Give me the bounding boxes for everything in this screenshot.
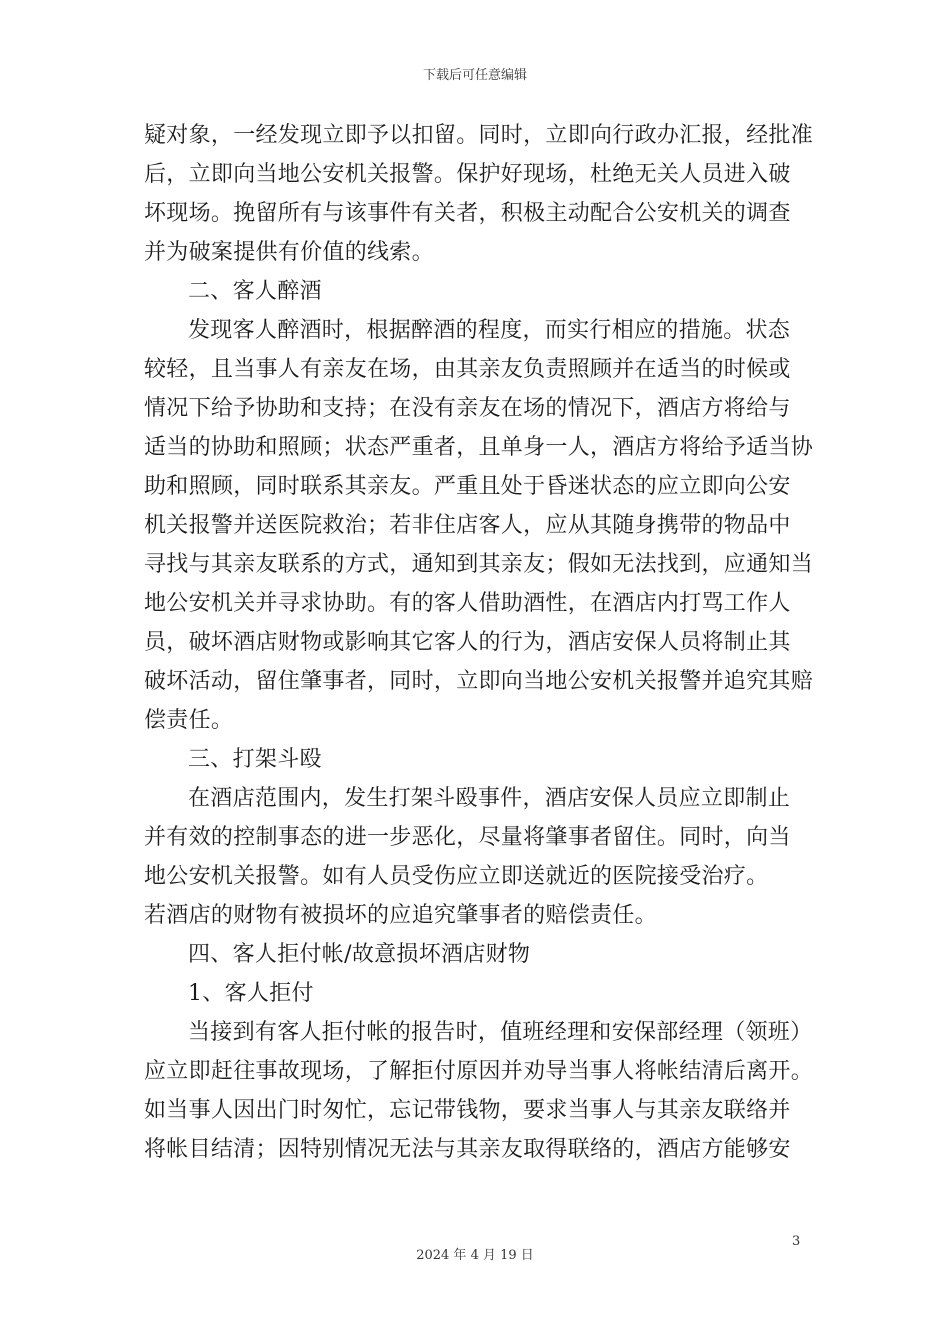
text-line: 在酒店范围内，发生打架斗殴事件，酒店安保人员应立即制止	[188, 786, 791, 811]
text-line: 情况下给予协助和支持；在没有亲友在场的情况下，酒店方将给与	[144, 396, 791, 421]
text-line: 并有效的控制事态的进一步恶化，尽量将肇事者留住。同时，向当	[144, 825, 791, 850]
text-line: 若酒店的财物有被损坏的应追究肇事者的赔偿责任。	[144, 903, 657, 928]
text-line: 员，破坏酒店财物或影响其它客人的行为，酒店安保人员将制止其	[144, 630, 791, 655]
text-line: 后，立即向当地公安机关报警。保护好现场，杜绝无关人员进入破	[144, 162, 791, 187]
text-line: 破坏活动，留住肇事者，同时，立即向当地公安机关报警并追究其赔	[144, 669, 814, 694]
text-line: 较轻，且当事人有亲友在场，由其亲友负责照顾并在适当的时候或	[144, 357, 791, 382]
text-line: 寻找与其亲友联系的方式，通知到其亲友；假如无法找到，应通知当	[144, 552, 814, 577]
text-line: 疑对象，一经发现立即予以扣留。同时，立即向行政办汇报，经批准	[144, 123, 814, 148]
text-line: 机关报警并送医院救治；若非住店客人，应从其随身携带的物品中	[144, 513, 791, 538]
text-line: 助和照顾，同时联系其亲友。严重且处于昏迷状态的应立即向公安	[144, 474, 791, 499]
text-line: 并为破案提供有价值的线索。	[144, 240, 434, 265]
page-header: 下载后可任意编辑	[422, 68, 527, 83]
text-line: 坏现场。挽留所有与该事件有关者，积极主动配合公安机关的调查	[144, 201, 791, 226]
text-line: 偿责任。	[144, 708, 234, 733]
text-line: 发现客人醉酒时，根据醉酒的程度，而实行相应的措施。状态	[188, 318, 791, 343]
text-line: 地公安机关报警。如有人员受伤应立即送就近的医院接受治疗。	[144, 864, 769, 889]
section-heading: 四、客人拒付帐/故意损坏酒店财物	[188, 942, 531, 967]
text-line: 地公安机关并寻求协助。有的客人借助酒性，在酒店内打骂工作人	[144, 591, 791, 616]
text-line: 应立即赶往事故现场，了解拒付原因并劝导当事人将帐结清后离开。	[144, 1059, 814, 1084]
text-line: 当接到有客人拒付帐的报告时，值班经理和安保部经理（领班）	[188, 1020, 813, 1045]
text-line: 适当的协助和照顾；状态严重者，且单身一人，酒店方将给予适当协	[144, 435, 814, 460]
page-footer-date: 2024 年 4 月 19 日	[416, 1248, 534, 1263]
section-heading: 二、客人醉酒	[188, 279, 322, 304]
section-heading: 三、打架斗殴	[188, 747, 322, 772]
text-line: 将帐目结清；因特别情况无法与其亲友取得联络的，酒店方能够安	[144, 1137, 791, 1162]
page-number: 3	[792, 1234, 801, 1249]
document-body	[144, 116, 824, 1169]
subsection-heading: 1、客人拒付	[188, 981, 314, 1006]
text-line: 如当事人因出门时匆忙，忘记带钱物，要求当事人与其亲友联络并	[144, 1098, 791, 1123]
